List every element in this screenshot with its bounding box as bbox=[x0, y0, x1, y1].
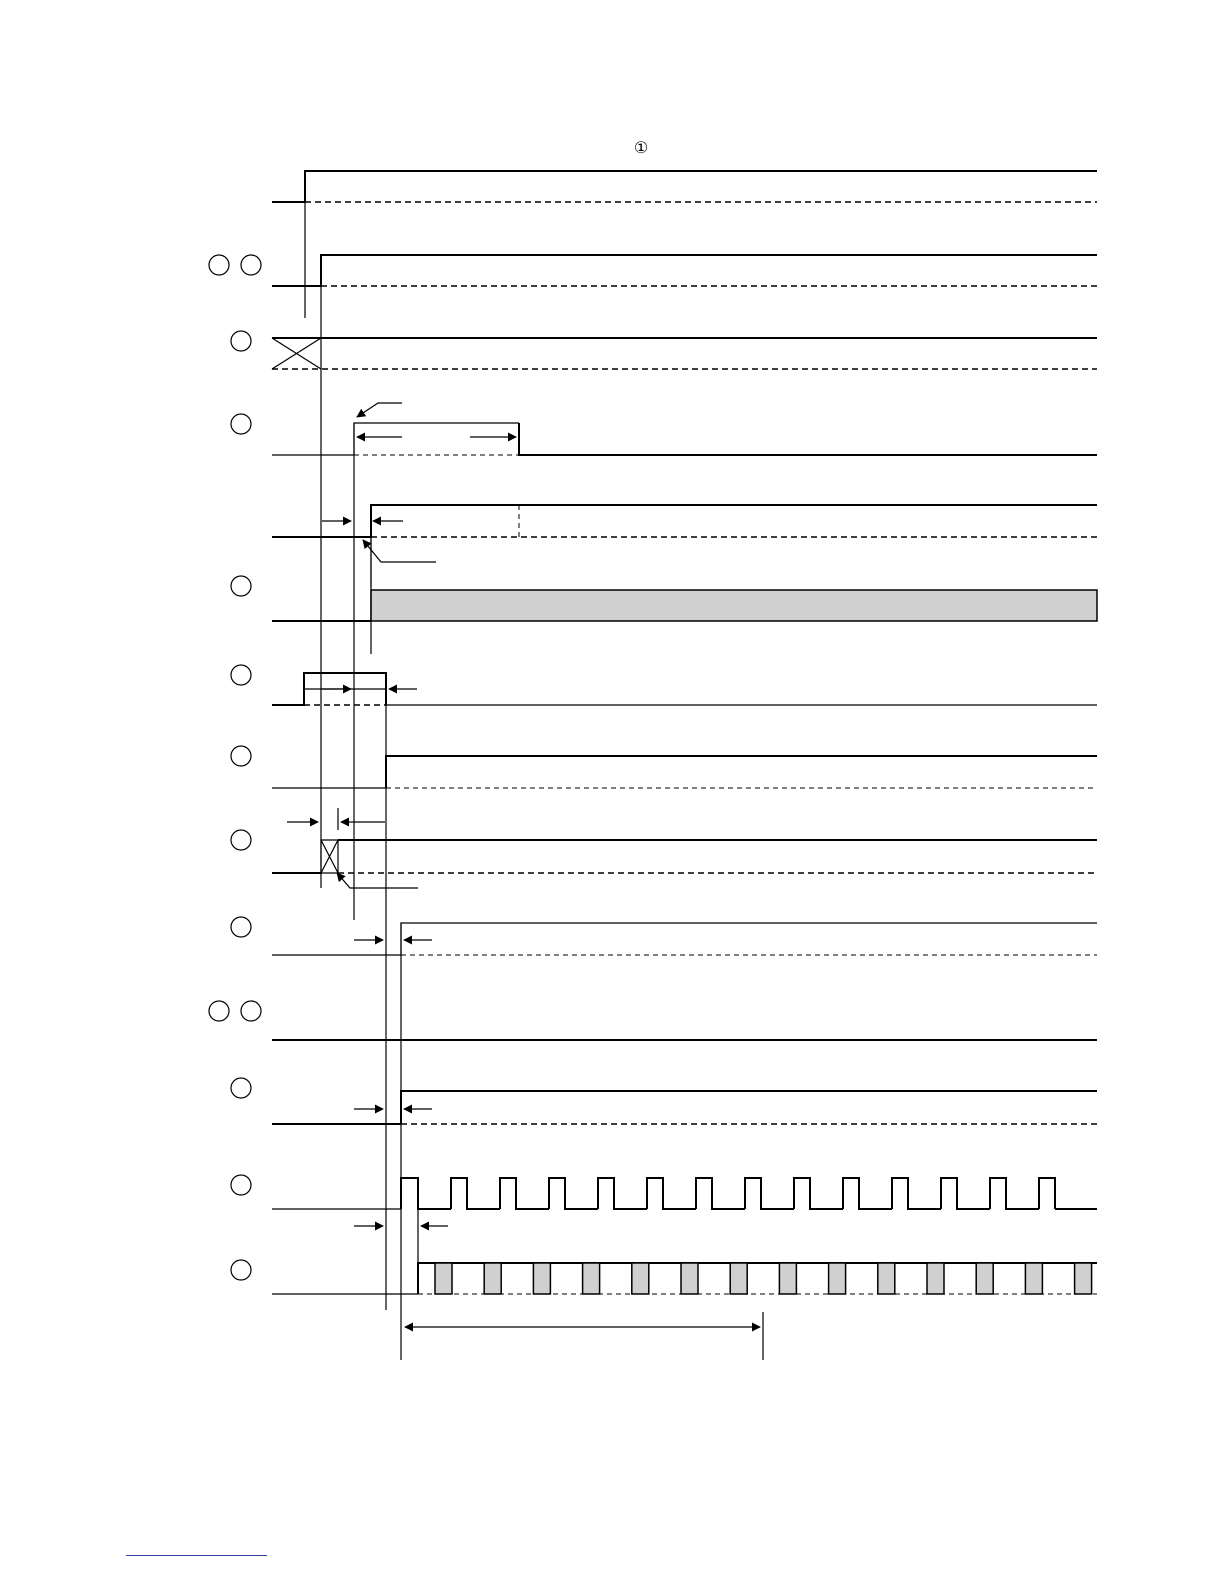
data-block-12 bbox=[1025, 1263, 1042, 1294]
row-10-marker bbox=[231, 917, 251, 937]
row-13-marker bbox=[231, 1175, 251, 1195]
signal-row-9 bbox=[231, 830, 1097, 873]
signal-row-12 bbox=[231, 1078, 1097, 1124]
data-block-4 bbox=[632, 1263, 649, 1294]
row-11-marker-b bbox=[241, 1001, 261, 1021]
signal-row-14 bbox=[231, 1260, 1097, 1294]
footer-link-underline bbox=[126, 1555, 267, 1556]
signal-row-3 bbox=[231, 331, 1097, 369]
signal-row-13 bbox=[231, 1175, 1097, 1209]
data-block-9 bbox=[878, 1263, 895, 1294]
data-block-5 bbox=[681, 1263, 698, 1294]
timing-annotations bbox=[287, 403, 760, 1327]
reference-lines bbox=[305, 202, 763, 1360]
row-12-marker bbox=[231, 1078, 251, 1098]
row-3-marker bbox=[231, 331, 251, 351]
signal-row-8 bbox=[231, 746, 1097, 788]
data-block-10 bbox=[927, 1263, 944, 1294]
row-14-marker bbox=[231, 1260, 251, 1280]
signal-row-2 bbox=[209, 255, 1097, 286]
row-4-marker bbox=[231, 414, 251, 434]
signal-row-11 bbox=[209, 1001, 1097, 1040]
data-block-13 bbox=[1075, 1263, 1092, 1294]
row-8-marker bbox=[231, 746, 251, 766]
data-block-11 bbox=[976, 1263, 993, 1294]
row-11-marker-a bbox=[209, 1001, 229, 1021]
signal-row-4 bbox=[231, 414, 1097, 455]
data-block-6 bbox=[730, 1263, 747, 1294]
data-block-8 bbox=[829, 1263, 846, 1294]
data-block-7 bbox=[779, 1263, 796, 1294]
data-block-3 bbox=[583, 1263, 600, 1294]
row-2-marker-b bbox=[241, 255, 261, 275]
signal-row-6 bbox=[231, 576, 1097, 621]
signal-row-10 bbox=[231, 917, 1097, 955]
header-circled-mark: ① bbox=[633, 138, 649, 157]
data-block-2 bbox=[533, 1263, 550, 1294]
data-valid-shade bbox=[371, 590, 1097, 621]
row-7-marker bbox=[231, 665, 251, 685]
row-2-marker-a bbox=[209, 255, 229, 275]
row-6-marker bbox=[231, 576, 251, 596]
signal-row-7 bbox=[231, 665, 1097, 705]
signal-row-1 bbox=[272, 171, 1097, 202]
data-block-1 bbox=[484, 1263, 501, 1294]
data-block-0 bbox=[435, 1263, 452, 1294]
row-9-marker bbox=[231, 830, 251, 850]
